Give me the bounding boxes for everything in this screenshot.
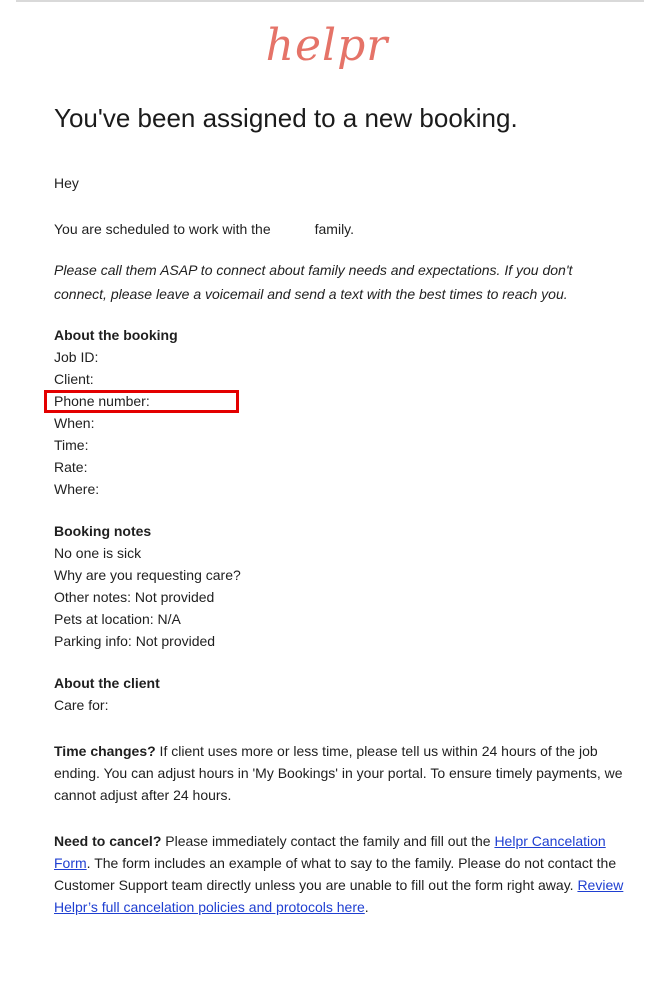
cancelation-form-link[interactable]: Helpr Cancelation Form: [54, 833, 606, 871]
call-instructions: Please call them ASAP to connect about family needs and expectations. If you don't connect, please leave a voicemail and send a text with the best times to reach you.: [54, 262, 573, 302]
care-for-row: Care for:: [54, 697, 109, 713]
client-row: Client:: [54, 371, 94, 387]
cancel-lead: Need to cancel?: [54, 833, 162, 849]
time-changes-paragraph: [54, 740, 624, 806]
schedule-line-start: You are scheduled to work with the: [54, 221, 271, 237]
schedule-line: [54, 218, 624, 240]
sick-note: No one is sick: [54, 545, 142, 561]
page-title: You've been assigned to a new booking.: [54, 103, 518, 133]
booking-notes-title: Booking notes: [54, 523, 152, 539]
time-changes-body: If client uses more or less time, please tell us within 24 hours of the job ending. You can adjust hours in 'My Bookings' in your portal. To ensure timely payments, we cannot adjust after 24 hours.: [54, 743, 623, 803]
where-row: Where:: [54, 481, 100, 497]
cancel-body-1: Please immediately contact the family and fill out the: [161, 833, 495, 849]
schedule-line-end: family.: [314, 221, 355, 237]
time-changes-lead: Time changes?: [54, 743, 156, 759]
job-id-row: Job ID:: [54, 349, 99, 365]
helpr-logo: helpr: [265, 20, 389, 71]
cancelation-policy-link[interactable]: Review Helpr’s full cancelation policies and protocols here: [54, 877, 624, 915]
about-client-title: About the client: [54, 675, 160, 691]
about-booking-section: [54, 324, 624, 500]
time-row: Time:: [54, 437, 89, 453]
care-reason-note: Why are you requesting care?: [54, 567, 241, 583]
greeting: Hey: [54, 175, 79, 191]
email-body: [54, 172, 624, 918]
booking-notes-section: [54, 520, 624, 652]
rate-row: Rate:: [54, 459, 88, 475]
about-client-section: [54, 672, 624, 716]
pets-note: Pets at location: N/A: [54, 611, 181, 627]
about-booking-title: About the booking: [54, 327, 178, 343]
cancel-end: .: [364, 899, 369, 915]
top-divider: [16, 0, 644, 2]
when-row: When:: [54, 415, 95, 431]
cancel-body-2: . The form includes an example of what to say to the family. Please do not contact the Customer Support team directly unless you are unable to fill out the form right away.: [54, 855, 617, 893]
cancel-paragraph: [54, 830, 624, 918]
phone-number-highlight: Phone number:: [44, 390, 239, 413]
parking-note: Parking info: Not provided: [54, 633, 216, 649]
phone-row: [54, 390, 624, 412]
other-notes: Other notes: Not provided: [54, 589, 215, 605]
